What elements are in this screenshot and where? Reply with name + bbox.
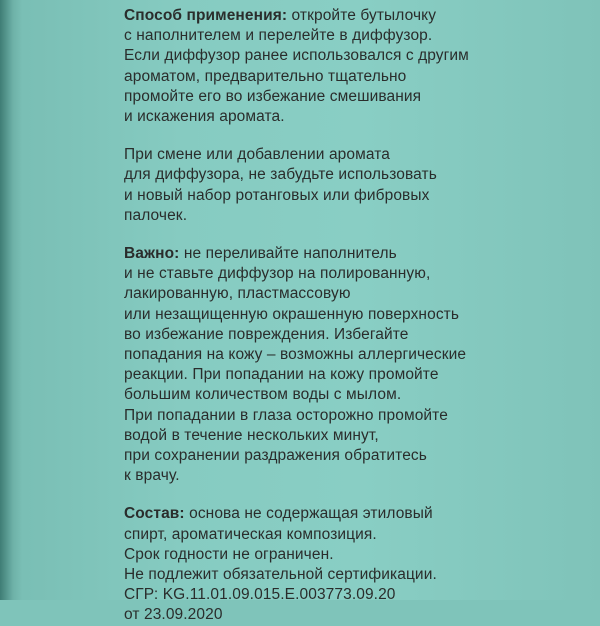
aroma-change-paragraph [124, 145, 594, 226]
text-line: реакции. При попадании на кожу промойте [124, 366, 439, 384]
text-line: лакированную, пластмассовую [124, 285, 351, 303]
instructions-text [124, 6, 594, 626]
bottle-edge-shadow [0, 0, 22, 600]
text-line: во избежание повреждения. Избегайте [124, 325, 409, 343]
usage-heading: Способ применения: [124, 7, 288, 24]
text-line: Срок годности не ограничен. [124, 545, 334, 563]
text-line: палочек. [124, 206, 188, 224]
text-line: к врачу. [124, 467, 180, 485]
text-line [124, 244, 594, 264]
composition-heading: Состав: [124, 505, 185, 523]
text-line: большим количеством воды с мылом. [124, 386, 402, 404]
text-line: При попадании в глаза осторожно промойте [124, 406, 448, 424]
line-text: основа не содержащая этиловый [184, 505, 433, 523]
certificate-number: СГР: KG.11.01.09.015.Е.003773.09.20 [124, 586, 396, 604]
text-line: Не подлежит обязательной сертификации. [124, 566, 437, 584]
usage-paragraph [124, 6, 594, 127]
text-line: спирт, ароматическая композиция. [124, 525, 377, 543]
text-line: и не ставьте диффузор на полированную, [124, 265, 431, 283]
warning-paragraph [124, 244, 594, 486]
warning-heading: Важно: [124, 245, 180, 263]
text-line [124, 504, 594, 524]
text-line [124, 6, 594, 26]
text-line: попадания на кожу – возможны аллергические [124, 346, 467, 364]
composition-paragraph [124, 504, 594, 625]
text-line: ароматом, предварительно тщательно [124, 67, 407, 85]
text-line: водой в течение нескольких минут, [124, 426, 379, 444]
line-text: не переливайте наполнитель [179, 245, 397, 263]
text-line: при сохранении раздражения обратитесь [124, 447, 427, 465]
text-line: или незащищенную окрашенную поверхность [124, 305, 460, 323]
text-line: и новый набор ротанговых или фибровых [124, 186, 430, 204]
line-text: откройте бутылочку [287, 7, 437, 24]
text-line: При смене или добавлении аромата [124, 146, 390, 164]
certificate-date: от 23.09.2020 [124, 606, 223, 624]
text-line: Если диффузор ранее использовался с другим [124, 47, 469, 65]
text-line: и искажения аромата. [124, 108, 285, 126]
text-line: с наполнителем и перелейте в диффузор. [124, 27, 433, 45]
text-line: для диффузора, не забудьте использовать [124, 166, 437, 184]
text-line: промойте его во избежание смешивания [124, 87, 422, 105]
